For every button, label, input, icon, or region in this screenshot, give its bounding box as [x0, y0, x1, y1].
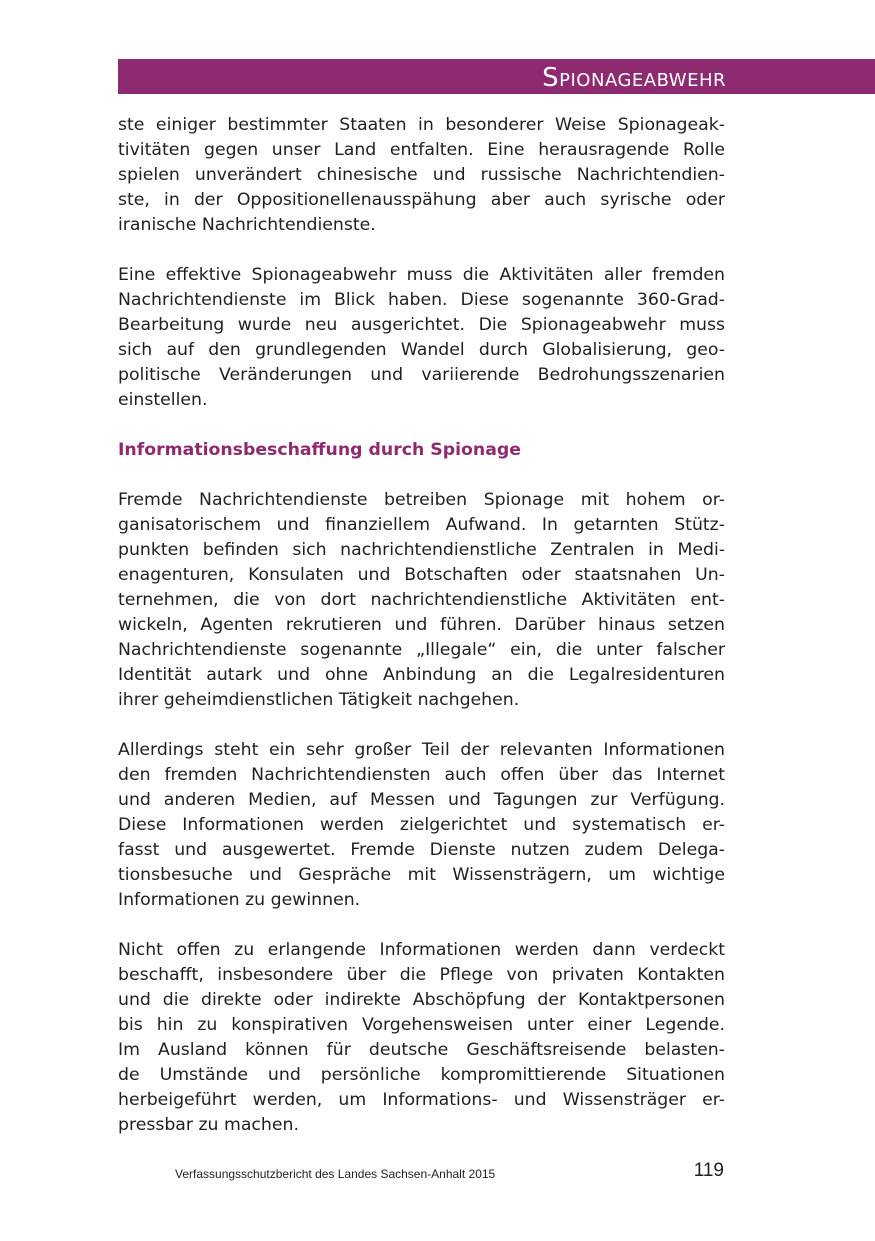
- page-number: 119: [693, 1160, 724, 1181]
- paragraph-line: tivitäten gegen unser Land entfalten. Eine herausragende Rolle: [118, 140, 725, 160]
- paragraph-line: pressbar zu machen.: [118, 1115, 299, 1135]
- section-header-bar: [118, 59, 875, 94]
- paragraph-line: und anderen Medien, auf Messen und Tagungen zur Verfügung.: [118, 790, 725, 810]
- paragraph-line: Nachrichtendienste sogenannte „Illegale“ ein, die unter falscher: [118, 640, 725, 660]
- paragraph: [118, 738, 725, 913]
- paragraph-line: enagenturen, Konsulaten und Botschaften oder staatsnahen Un-: [118, 565, 725, 585]
- paragraph-line: ternehmen, die von dort nachrichtendienstliche Aktivitäten ent-: [118, 590, 725, 610]
- footer-publication: Verfassungsschutzbericht des Landes Sachsen-Anhalt 2015: [175, 1167, 496, 1181]
- paragraph-line: punkten befinden sich nachrichtendienstliche Zentralen in Medi-: [118, 540, 725, 560]
- paragraph-line: Fremde Nachrichtendienste betreiben Spionage mit hohem or-: [118, 490, 725, 510]
- paragraph-line: tionsbesuche und Gespräche mit Wissensträgern, um wichtige: [118, 865, 725, 885]
- paragraph-line: ste, in der Oppositionellenausspähung aber auch syrische oder: [118, 190, 725, 210]
- paragraph-line: ganisatorischem und finanziellem Aufwand. In getarnten Stütz-: [118, 515, 725, 535]
- paragraph-line: einstellen.: [118, 390, 208, 410]
- paragraph-line: Allerdings steht ein sehr großer Teil der relevanten Informationen: [118, 740, 725, 760]
- paragraph-line: politische Veränderungen und variierende Bedrohungsszenarien: [118, 365, 725, 385]
- paragraph-line: und die direkte oder indirekte Abschöpfung der Kontaktpersonen: [118, 990, 725, 1010]
- paragraph-line: wickeln, Agenten rekrutieren und führen. Darüber hinaus setzen: [118, 615, 725, 635]
- paragraph-line: ihrer geheimdienstlichen Tätigkeit nachgehen.: [118, 690, 520, 710]
- paragraph-line: Bearbeitung wurde neu ausgerichtet. Die Spionageabwehr muss: [118, 315, 725, 335]
- section-heading: Informationsbeschaffung durch Spionage: [118, 440, 521, 460]
- paragraph-line: bis hin zu konspirativen Vorgehensweisen unter einer Legende.: [118, 1015, 725, 1035]
- paragraph-line: Identität autark und ohne Anbindung an die Legalresidenturen: [118, 665, 725, 685]
- paragraph: [118, 113, 725, 238]
- paragraph: [118, 938, 725, 1138]
- paragraph-line: ste einiger bestimmter Staaten in besonderer Weise Spionageak-: [118, 115, 725, 135]
- paragraph-line: fasst und ausgewertet. Fremde Dienste nutzen zudem Delega-: [118, 840, 725, 860]
- section-title: Spionageabwehr: [542, 63, 726, 93]
- paragraph-line: sich auf den grundlegenden Wandel durch Globalisierung, geo-: [118, 340, 725, 360]
- paragraph-line: Informationen zu gewinnen.: [118, 890, 361, 910]
- paragraph-line: Nicht offen zu erlangende Informationen werden dann verdeckt: [118, 940, 725, 960]
- page-content: [118, 113, 725, 1163]
- paragraph: [118, 263, 725, 413]
- paragraph-line: spielen unverändert chinesische und russische Nachrichtendien-: [118, 165, 725, 185]
- paragraph: [118, 488, 725, 713]
- intro-paragraphs: [118, 113, 725, 413]
- paragraph-line: de Umstände und persönliche kompromittierende Situationen: [118, 1065, 725, 1085]
- paragraph-line: Nachrichtendienste im Blick haben. Diese sogenannte 360-Grad-: [118, 290, 725, 310]
- paragraph-line: iranische Nachrichtendienste.: [118, 215, 376, 235]
- paragraph-line: herbeigeführt werden, um Informations- und Wissensträger er-: [118, 1090, 725, 1110]
- paragraph-line: Eine effektive Spionageabwehr muss die Aktivitäten aller fremden: [118, 265, 725, 285]
- paragraph-line: beschafft, insbesondere über die Pflege von privaten Kontakten: [118, 965, 725, 985]
- paragraph-line: Im Ausland können für deutsche Geschäftsreisende belasten-: [118, 1040, 725, 1060]
- paragraph-line: Diese Informationen werden zielgerichtet und systematisch er-: [118, 815, 725, 835]
- paragraph-line: den fremden Nachrichtendiensten auch offen über das Internet: [118, 765, 725, 785]
- section-paragraphs: [118, 488, 725, 1138]
